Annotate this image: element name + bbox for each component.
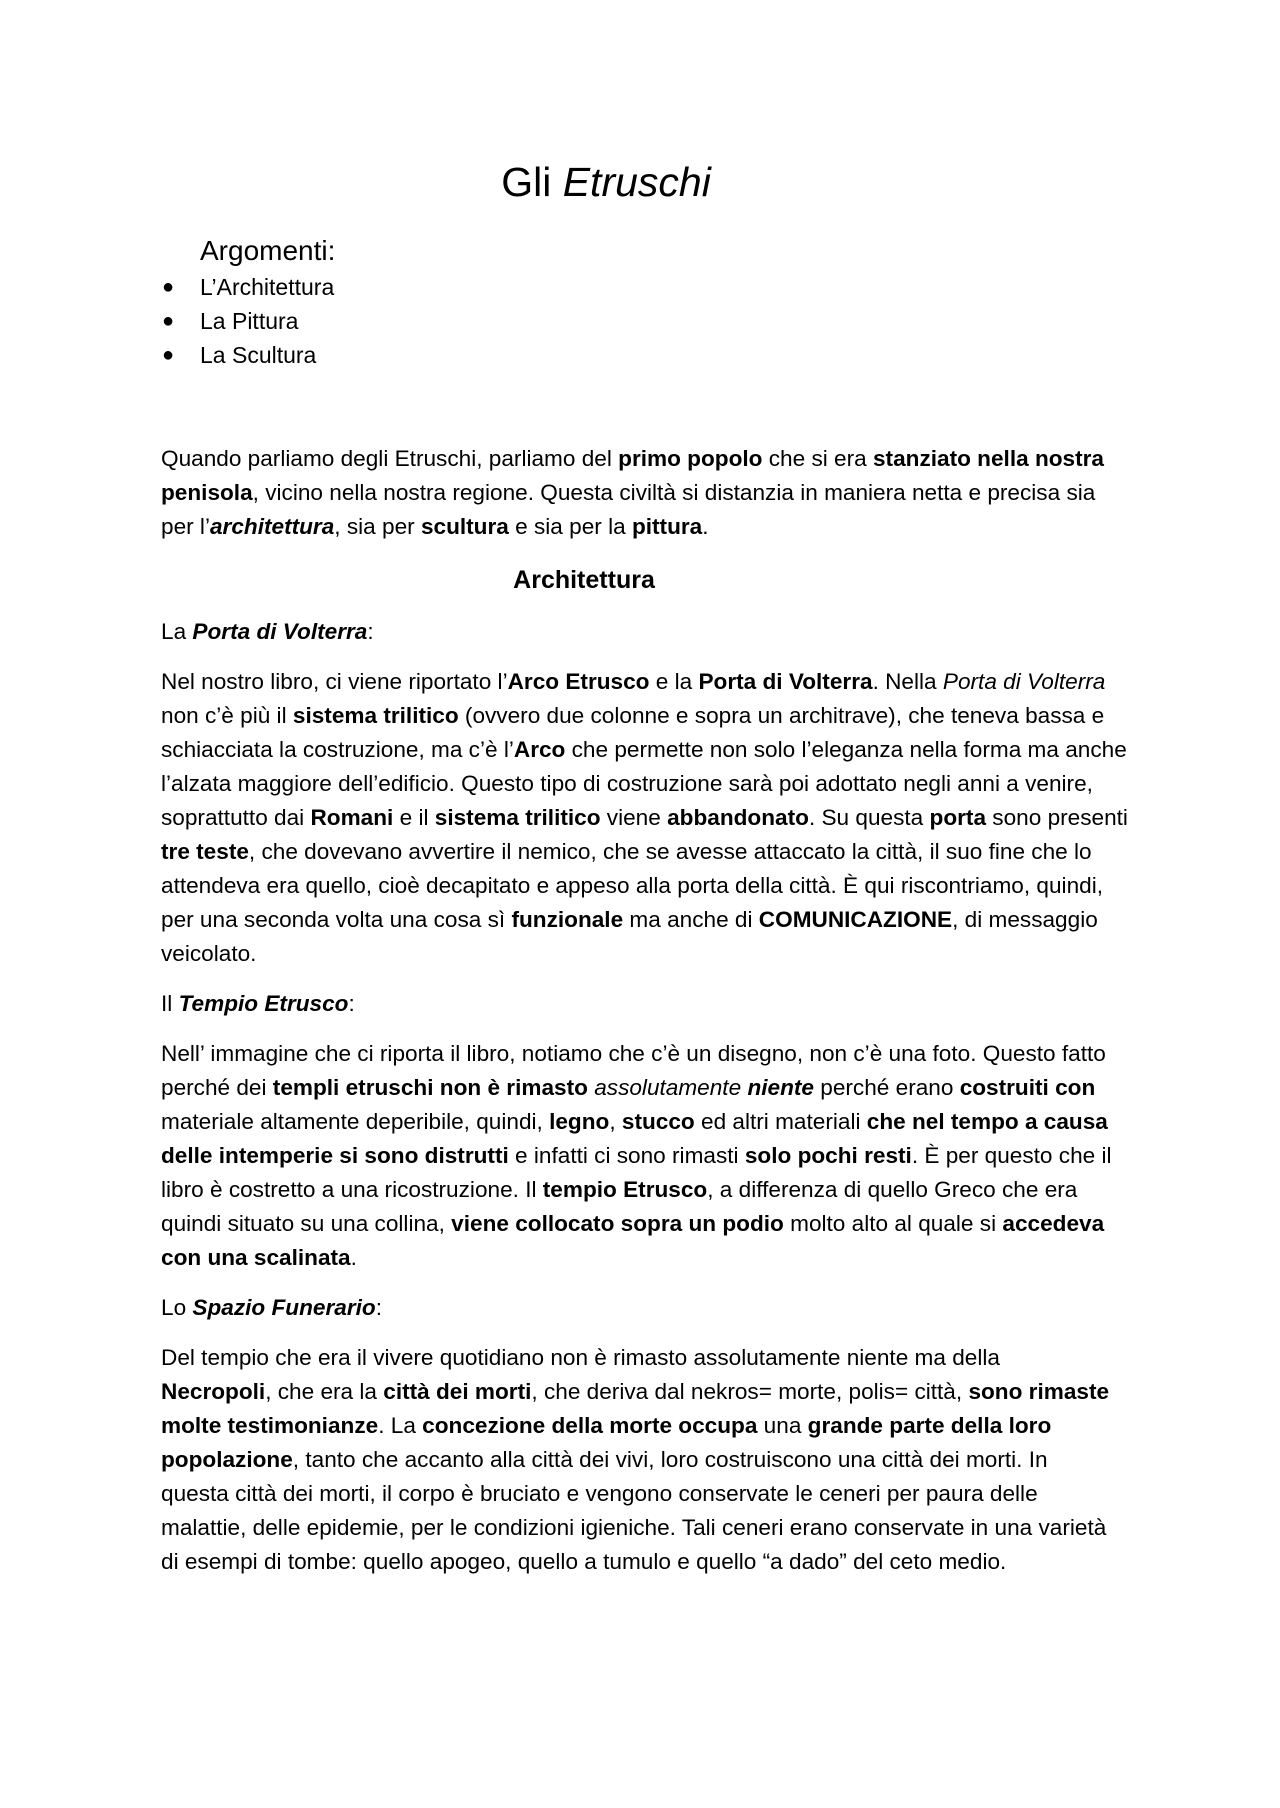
topic-label: La Scultura [200,342,317,368]
text-run: viene [600,805,668,830]
text-run: Nel nostro libro, ci viene riportato l’ [161,669,508,694]
text-run: , che dovevano avvertire il nemico, che se avesse attaccato la città, il suo fine che lo [248,839,1092,864]
text-run: veicolato. [161,941,257,966]
emphasis-text: assolutamente [594,1075,742,1100]
emphasis-text: Romani [310,805,394,830]
emphasis-text: molte testimonianze [161,1413,379,1438]
text-line [161,1105,1161,1139]
topics-list [158,270,334,372]
text-run: l’alzata maggiore dell’edificio. Questo tipo di costruzione sarà poi adottato negli anni a venire, [161,771,1093,796]
text-run: : [375,1295,382,1320]
text-line [161,1477,1161,1511]
text-line [161,1173,1161,1207]
emphasis-text: Porta di Volterra [698,669,873,694]
text-run: questa città dei morti, il corpo è bruciato e vengono conservate le ceneri per paura delle [161,1481,1038,1506]
emphasis-text: Porta di Volterra [192,619,368,644]
text-run: per l’ [161,514,210,539]
text-line [161,1241,1161,1275]
emphasis-text: templi etruschi non è rimasto [272,1075,595,1100]
title-plain: Gli [501,159,552,205]
text-run: e sia per la [508,514,632,539]
text-run: per una seconda volta una cosa sì [161,907,512,932]
emphasis-text: accedeva [1002,1211,1105,1236]
text-line [161,1037,1161,1071]
text-line [161,835,1161,869]
emphasis-text: penisola [161,480,253,505]
text-run: di esempi di tombe: quello apogeo, quello a tumulo e quello “a dado” del ceto medio. [161,1549,1007,1574]
text-run: e la [649,669,699,694]
text-run: perché dei [161,1075,273,1100]
text-line [161,801,1161,835]
text-run: Il [161,991,179,1016]
text-run: , vicino nella nostra regione. Questa civiltà si distanzia in maniera netta e precisa sia [252,480,1096,505]
text-line [161,1071,1161,1105]
text-run: e infatti ci sono rimasti [508,1143,745,1168]
emphasis-text: Porta di Volterra [942,669,1106,694]
text-run: non c’è più il [161,703,293,728]
section-heading-architettura: Architettura [513,566,655,594]
porta-volterra-paragraph [161,665,1161,971]
emphasis-text: che nel tempo a causa [866,1109,1108,1134]
emphasis-text: popolazione [161,1447,293,1472]
intro-paragraph [161,442,1161,544]
text-line [161,665,1161,699]
tempio-etrusco-paragraph [161,1037,1161,1275]
emphasis-text: stucco [621,1109,695,1134]
emphasis-text: Arco Etrusco [507,669,650,694]
text-line [161,476,1161,510]
text-run: Quando parliamo degli Etruschi, parliamo del [161,446,619,471]
text-run: , di messaggio [952,907,1098,932]
text-run: . [702,514,709,539]
emphasis-text: tempio Etrusco [542,1177,708,1202]
text-run: sono presenti [986,805,1128,830]
emphasis-text: architettura [209,514,335,539]
tempio-etrusco-heading [161,987,355,1021]
emphasis-text: sistema trilitico [292,703,459,728]
text-run: , che deriva dal nekros= morte, polis= città, [531,1379,969,1404]
emphasis-text: tre teste [161,839,249,864]
title-italic: Etruschi [562,159,711,205]
text-run: : [367,619,374,644]
emphasis-text: Necropoli [161,1379,266,1404]
text-run: libro è costretto a una ricostruzione. Il [161,1177,543,1202]
emphasis-text: sono rimaste [968,1379,1110,1404]
text-run: , a differenza di quello Greco che era [707,1177,1078,1202]
text-line [161,1375,1161,1409]
text-run: e il [393,805,435,830]
text-line [161,510,1161,544]
text-run: molto alto al quale si [783,1211,1003,1236]
text-run: . Nella [872,669,943,694]
list-item [158,304,334,338]
text-run: perché erano [813,1075,960,1100]
text-line [161,699,1161,733]
text-run: Nell’ immagine che ci riporta il libro, notiamo che c’è un disegno, non c’è una foto. Questo fatto [161,1041,1106,1066]
text-run: che permette non solo l’eleganza nella forma ma anche [565,737,1127,762]
text-line [161,1545,1161,1579]
list-item [158,338,334,372]
text-line [161,1207,1161,1241]
text-line [161,767,1161,801]
text-run: , tanto che accanto alla città dei vivi, loro costruiscono una città dei morti. In [292,1447,1048,1472]
emphasis-text: porta [929,805,987,830]
topic-label: La Pittura [200,308,299,334]
text-run: ed altri materiali [694,1109,867,1134]
text-line [161,733,1161,767]
emphasis-text: delle intemperie si sono distrutti [161,1143,509,1168]
text-run: che si era [762,446,873,471]
emphasis-text: niente [747,1075,814,1100]
page-title [0,158,1212,206]
text-run: . Su questa [808,805,930,830]
emphasis-text: scultura [420,514,509,539]
emphasis-text: abbandonato [667,805,809,830]
porta-volterra-heading [161,615,374,649]
text-run: ma anche di [623,907,759,932]
text-line [161,937,1161,971]
text-run: una [757,1413,808,1438]
spazio-funerario-paragraph [161,1341,1161,1579]
text-run: , [609,1109,622,1134]
topic-label: L’Architettura [200,274,335,300]
emphasis-text: con una scalinata [161,1245,351,1270]
emphasis-text: costruiti con [959,1075,1096,1100]
text-line [161,903,1161,937]
text-run: materiale altamente deperibile, quindi, [161,1109,550,1134]
emphasis-text: Arco [513,737,566,762]
text-line [161,1511,1161,1545]
text-run: Lo [161,1295,193,1320]
text-run: soprattutto dai [161,805,311,830]
text-run: . La [378,1413,423,1438]
emphasis-text: viene collocato sopra un podio [451,1211,784,1236]
text-line [161,869,1161,903]
text-run: . [350,1245,357,1270]
emphasis-text: legno [549,1109,610,1134]
emphasis-text: Spazio Funerario [192,1295,376,1320]
text-run: : [348,991,355,1016]
text-run: attendeva era quello, cioè decapitato e appeso alla porta della città. È qui riscontriamo, quindi, [161,873,1103,898]
emphasis-text: sistema trilitico [434,805,601,830]
text-line [161,1139,1161,1173]
emphasis-text: Tempio Etrusco [178,991,349,1016]
topics-heading: Argomenti: [200,235,336,266]
list-item [158,270,334,304]
spazio-funerario-heading [161,1291,382,1325]
emphasis-text: COMUNICAZIONE [758,907,953,932]
bullet-icon: ● [162,310,175,332]
text-run: , sia per [334,514,421,539]
emphasis-text: grande parte della loro [807,1413,1052,1438]
text-run: (ovvero due colonne e sopra un architrave), che teneva bassa e [458,703,1105,728]
text-line [161,1341,1161,1375]
text-run: , che era la [265,1379,384,1404]
emphasis-text: solo pochi resti [744,1143,912,1168]
text-run: . È per questo che il [911,1143,1112,1168]
bullet-icon: ● [162,276,175,298]
text-run: La [161,619,193,644]
text-run: malattie, delle epidemie, per le condizioni igieniche. Tali ceneri erano conservate in una varietà [161,1515,1107,1540]
bullet-icon: ● [162,344,175,366]
emphasis-text: stanziato nella nostra [872,446,1104,471]
emphasis-text: concezione della morte occupa [422,1413,758,1438]
text-line [161,1443,1161,1477]
text-run: schiacciata la costruzione, ma c’è l’ [161,737,514,762]
text-run: quindi situato su una collina, [161,1211,452,1236]
text-line [161,442,1161,476]
text-line [161,1409,1161,1443]
emphasis-text: funzionale [511,907,624,932]
text-run: Del tempio che era il vivere quotidiano non è rimasto assolutamente niente ma della [161,1345,1000,1370]
emphasis-text: città dei morti [383,1379,532,1404]
emphasis-text: pittura [631,514,703,539]
emphasis-text: primo popolo [618,446,763,471]
